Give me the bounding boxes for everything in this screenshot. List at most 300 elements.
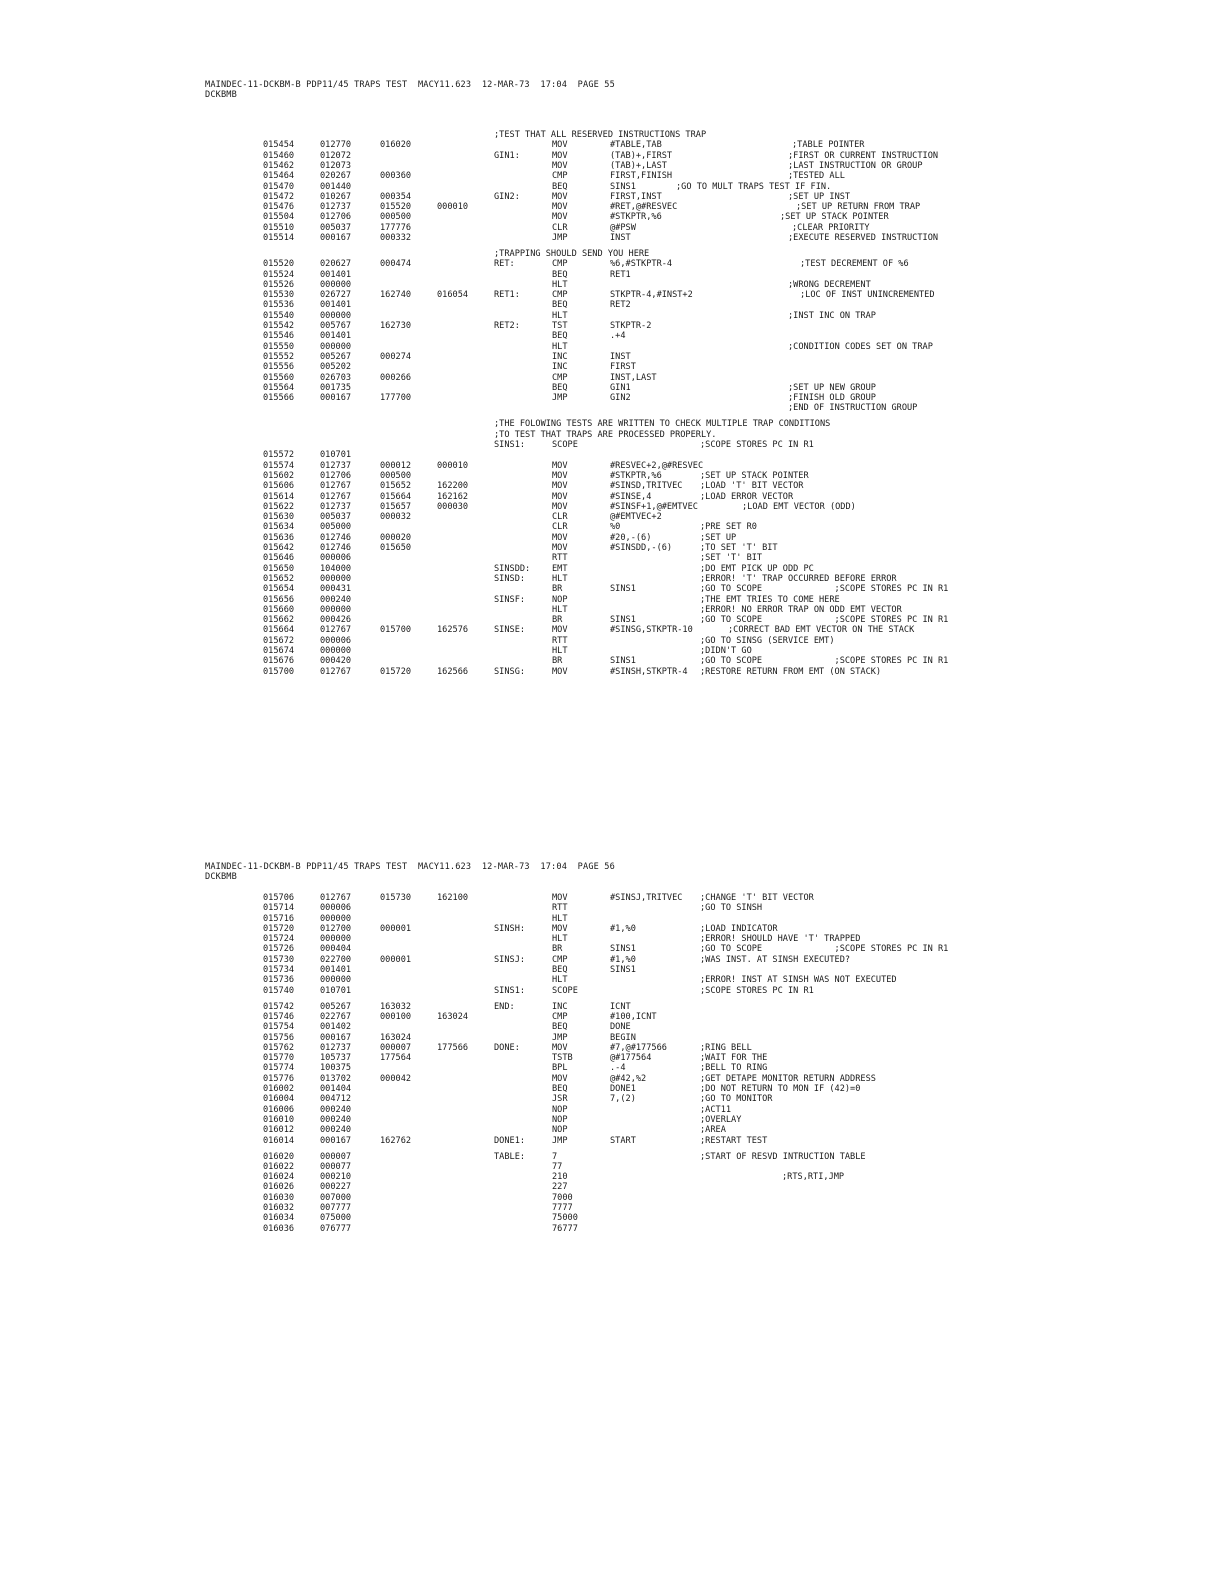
comment-block: ;TEST THAT ALL RESERVED INSTRUCTIONS TRAP (494, 130, 707, 140)
opcode-field: NOP (552, 1125, 568, 1135)
opcode-field: CMP (552, 290, 568, 300)
object-word-1: 001401 (320, 965, 352, 975)
comment-field: ;CHANGE 'T' BIT VECTOR (700, 893, 814, 903)
label-field: SINSE: (494, 625, 526, 635)
comment-field: ;LOAD INDICATOR (700, 924, 778, 934)
object-word-2: 015664 (380, 492, 412, 502)
object-word-1: 012746 (320, 543, 352, 553)
operand-field: SINS1 (610, 944, 636, 954)
comment-field: ;GET DETAPE MONITOR RETURN ADDRESS (700, 1074, 876, 1084)
object-word-2: 000332 (380, 233, 412, 243)
address-field: 015740 (263, 986, 295, 996)
comment-field: ;ERROR! INST AT SINSH WAS NOT EXECUTED (700, 975, 897, 985)
listing-line (0, 1193, 1224, 1203)
listing-line (0, 233, 1224, 243)
operand-field: .+4 (610, 331, 626, 341)
listing-line (0, 1043, 1224, 1053)
operand-field: (TAB)+,LAST (610, 161, 667, 171)
comment-field: ;SET UP RETURN FROM TRAP (796, 202, 921, 212)
address-field: 015564 (263, 383, 295, 393)
address-field: 016010 (263, 1115, 295, 1125)
object-word-2: 015700 (380, 625, 412, 635)
object-word-1: 020627 (320, 259, 352, 269)
object-word-1: 000240 (320, 1125, 352, 1135)
listing-line (0, 934, 1224, 944)
opcode-field: JSR (552, 1094, 568, 1104)
address-field: 015520 (263, 259, 295, 269)
listing-line (0, 481, 1224, 491)
address-field: 016012 (263, 1125, 295, 1135)
address-field: 015556 (263, 362, 295, 372)
object-word-2: 000500 (380, 212, 412, 222)
operand-field: GIN1 (610, 383, 631, 393)
object-word-1: 012706 (320, 212, 352, 222)
address-field: 015754 (263, 1022, 295, 1032)
address-field: 015642 (263, 543, 295, 553)
address-field: 015540 (263, 311, 295, 321)
address-field: 015546 (263, 331, 295, 341)
object-word-1: 001401 (320, 300, 352, 310)
label-field: RET2: (494, 321, 520, 331)
comment-field: ;FIRST OR CURRENT INSTRUCTION (788, 151, 939, 161)
object-word-3: 162162 (437, 492, 469, 502)
comment-field: ;SET UP STACK POINTER (780, 212, 889, 222)
address-field: 015622 (263, 502, 295, 512)
comment-field: ;SET 'T' BIT (700, 553, 763, 563)
opcode-field: TST (552, 321, 568, 331)
label-field: SINS1: (494, 986, 526, 996)
header-program-id: DCKBMB (205, 90, 237, 100)
operand-field: SINS1 (610, 965, 636, 975)
opcode-field: MOV (552, 471, 568, 481)
comment-field: ;DO NOT RETURN TO MON IF (42)=0 (700, 1084, 861, 1094)
address-field: 015460 (263, 151, 295, 161)
opcode-field: MOV (552, 1074, 568, 1084)
opcode-field: BR (552, 615, 563, 625)
operand-field: #TABLE,TAB (610, 140, 662, 150)
object-word-2: 000360 (380, 171, 412, 181)
comment-field: ;SET UP STACK POINTER (700, 471, 809, 481)
listing-line (0, 564, 1224, 574)
listing-line (0, 502, 1224, 512)
listing-line (0, 182, 1224, 192)
object-word-2: 000266 (380, 373, 412, 383)
comment-field: ;SET UP INST (788, 192, 851, 202)
object-word-2: 000354 (380, 192, 412, 202)
object-word-1: 001404 (320, 1084, 352, 1094)
object-word-1: 012737 (320, 202, 352, 212)
comment-field: ;RING BELL (700, 1043, 752, 1053)
object-word-1: 012767 (320, 481, 352, 491)
operand-field: #SINSDD,-(6) (610, 543, 673, 553)
object-word-3: 000030 (437, 502, 469, 512)
comment-field: ;OVERLAY (700, 1115, 742, 1125)
address-field: 015746 (263, 1012, 295, 1022)
operand-field: #RET,@#RESVEC (610, 202, 678, 212)
opcode-field: BEQ (552, 383, 568, 393)
object-word-2: 000001 (380, 955, 412, 965)
comment-field: ;THE EMT TRIES TO COME HERE (700, 595, 840, 605)
operand-field: (TAB)+,FIRST (610, 151, 673, 161)
address-field: 015730 (263, 955, 295, 965)
listing-line (0, 290, 1224, 300)
operand-field: #100,ICNT (610, 1012, 657, 1022)
opcode-field: CMP (552, 1012, 568, 1022)
object-word-1: 000006 (320, 903, 352, 913)
listing-line (0, 1022, 1224, 1032)
operand-field: INST (610, 233, 631, 243)
operand-field: .-4 (610, 1063, 626, 1073)
opcode-field: 77 (552, 1162, 563, 1172)
address-field: 015756 (263, 1033, 295, 1043)
address-field: 015762 (263, 1043, 295, 1053)
operand-field: #SINSH,STKPTR-4 (610, 667, 688, 677)
address-field: 015700 (263, 667, 295, 677)
operand-field: INST (610, 352, 631, 362)
comment-field: ;WRONG DECREMENT (788, 280, 871, 290)
operand-field: SINS1 (610, 584, 636, 594)
object-word-1: 026727 (320, 290, 352, 300)
operand-field: DONE1 (610, 1084, 636, 1094)
opcode-field: BPL (552, 1063, 568, 1073)
opcode-field: HLT (552, 914, 568, 924)
label-field: GIN1: (494, 151, 520, 161)
opcode-field: INC (552, 352, 568, 362)
object-word-1: 026703 (320, 373, 352, 383)
opcode-field: BEQ (552, 965, 568, 975)
opcode-field: MOV (552, 492, 568, 502)
listing-line (0, 924, 1224, 934)
operand-field: @#177564 (610, 1053, 652, 1063)
object-word-1: 005000 (320, 522, 352, 532)
address-field: 015724 (263, 934, 295, 944)
operand-field: SINS1 (610, 615, 636, 625)
object-word-1: 000000 (320, 646, 352, 656)
object-word-2: 162762 (380, 1136, 412, 1146)
listing-line (0, 331, 1224, 341)
address-field: 015542 (263, 321, 295, 331)
address-field: 015566 (263, 393, 295, 403)
opcode-field: BEQ (552, 1084, 568, 1094)
operand-field: STKPTR-4,#INST+2 (610, 290, 693, 300)
comment-field: ;GO TO SCOPE ;SCOPE STORES PC IN R1 (700, 944, 949, 954)
operand-field: #SINSF+1,@#EMTVEC (610, 502, 698, 512)
object-word-1: 012767 (320, 893, 352, 903)
listing-line (0, 419, 1224, 429)
operand-field: @#42,%2 (610, 1074, 647, 1084)
listing-line (0, 955, 1224, 965)
comment-field: ;LAST INSTRUCTION OR GROUP (788, 161, 923, 171)
comment-field: ;RESTART TEST (700, 1136, 768, 1146)
listing-line (0, 140, 1224, 150)
object-word-1: 010701 (320, 986, 352, 996)
comment-block: ;TRAPPING SHOULD SEND YOU HERE (494, 249, 650, 259)
operand-field: SINS1 (610, 656, 636, 666)
listing-line (0, 352, 1224, 362)
object-word-1: 012700 (320, 924, 352, 934)
operand-field: #SINSG,STKPTR-10 (610, 625, 693, 635)
comment-field: ;LOAD 'T' BIT VECTOR (700, 481, 804, 491)
object-word-3: 162576 (437, 625, 469, 635)
opcode-field: BEQ (552, 182, 568, 192)
opcode-field: 76777 (552, 1224, 578, 1234)
listing-line (0, 543, 1224, 553)
opcode-field: HLT (552, 934, 568, 944)
listing-line (0, 192, 1224, 202)
object-word-1: 001440 (320, 182, 352, 192)
object-word-1: 000240 (320, 1105, 352, 1115)
opcode-field: INC (552, 362, 568, 372)
address-field: 016032 (263, 1203, 295, 1213)
address-field: 016020 (263, 1152, 295, 1162)
object-word-1: 000240 (320, 1115, 352, 1125)
address-field: 015472 (263, 192, 295, 202)
address-field: 016002 (263, 1084, 295, 1094)
object-word-1: 013702 (320, 1074, 352, 1084)
address-field: 015660 (263, 605, 295, 615)
listing-line (0, 202, 1224, 212)
label-field: TABLE: (494, 1152, 526, 1162)
object-word-1: 000000 (320, 605, 352, 615)
address-field: 015526 (263, 280, 295, 290)
address-field: 016024 (263, 1172, 295, 1182)
object-word-1: 020267 (320, 171, 352, 181)
address-field: 016026 (263, 1182, 295, 1192)
object-word-2: 016020 (380, 140, 412, 150)
listing-line (0, 1172, 1224, 1182)
address-field: 015676 (263, 656, 295, 666)
listing-line (0, 280, 1224, 290)
opcode-field: CMP (552, 171, 568, 181)
operand-field: FIRST,INST (610, 192, 662, 202)
opcode-field: JMP (552, 393, 568, 403)
comment-field: ;CORRECT BAD EMT VECTOR ON THE STACK (728, 625, 915, 635)
comment-field: ;GO TO SINSH (700, 903, 763, 913)
object-word-3: 016054 (437, 290, 469, 300)
listing-line (0, 362, 1224, 372)
opcode-field: CLR (552, 223, 568, 233)
address-field: 016036 (263, 1224, 295, 1234)
listing-line (0, 522, 1224, 532)
listing-line (0, 471, 1224, 481)
object-word-1: 005037 (320, 223, 352, 233)
object-word-2: 000042 (380, 1074, 412, 1084)
operand-field: START (610, 1136, 636, 1146)
address-field: 015550 (263, 342, 295, 352)
object-word-3: 163024 (437, 1012, 469, 1022)
opcode-field: CLR (552, 522, 568, 532)
object-word-1: 000404 (320, 944, 352, 954)
label-field: SINSG: (494, 667, 526, 677)
object-word-1: 000007 (320, 1152, 352, 1162)
opcode-field: MOV (552, 1043, 568, 1053)
object-word-2: 000020 (380, 533, 412, 543)
object-word-1: 000077 (320, 1162, 352, 1172)
opcode-field: MOV (552, 192, 568, 202)
listing-line (0, 171, 1224, 181)
operand-field: %0 (610, 522, 621, 532)
comment-field: ;LOAD ERROR VECTOR (700, 492, 794, 502)
opcode-field: RTT (552, 636, 568, 646)
page-header (205, 80, 615, 100)
object-word-1: 012746 (320, 533, 352, 543)
label-field: DONE1: (494, 1136, 526, 1146)
object-word-1: 005037 (320, 512, 352, 522)
listing-line (0, 944, 1224, 954)
listing-line (0, 595, 1224, 605)
object-word-2: 015652 (380, 481, 412, 491)
listing-line (0, 636, 1224, 646)
address-field: 015630 (263, 512, 295, 522)
listing-line (0, 584, 1224, 594)
object-word-1: 007000 (320, 1193, 352, 1203)
address-field: 015654 (263, 584, 295, 594)
listing-line (0, 512, 1224, 522)
comment-field: ;SCOPE STORES PC IN R1 (700, 440, 814, 450)
operand-field: BEGIN (610, 1033, 636, 1043)
object-word-1: 022700 (320, 955, 352, 965)
comment-field: ;LOC OF INST UNINCREMENTED (800, 290, 935, 300)
address-field: 015462 (263, 161, 295, 171)
address-field: 015770 (263, 1053, 295, 1063)
opcode-field: 210 (552, 1172, 568, 1182)
label-field: SINSD: (494, 574, 526, 584)
address-field: 015674 (263, 646, 295, 656)
opcode-field: BEQ (552, 1022, 568, 1032)
comment-field: ;TABLE POINTER (792, 140, 865, 150)
listing-line (0, 1094, 1224, 1104)
address-field: 015634 (263, 522, 295, 532)
object-word-2: 000100 (380, 1012, 412, 1022)
listing-line (0, 161, 1224, 171)
comment-block: ;THE FOLOWING TESTS ARE WRITTEN TO CHECK MULTIPLE TRAP CONDITIONS (494, 419, 831, 429)
operand-field: #7,@#177566 (610, 1043, 667, 1053)
listing-line (0, 1203, 1224, 1213)
operand-field: FIRST (610, 362, 636, 372)
address-field: 015504 (263, 212, 295, 222)
opcode-field: NOP (552, 1115, 568, 1125)
address-field: 015656 (263, 595, 295, 605)
header-title: MAINDEC-11-DCKBM-B PDP11/45 TRAPS TEST MACY11.623 12-MAR-73 17:04 PAGE 56 (205, 862, 615, 872)
object-word-1: 000000 (320, 311, 352, 321)
object-word-1: 000240 (320, 595, 352, 605)
opcode-field: CMP (552, 259, 568, 269)
address-field: 015650 (263, 564, 295, 574)
comment-field: ;GO TO MULT TRAPS TEST IF FIN. (676, 182, 832, 192)
object-word-1: 000167 (320, 1033, 352, 1043)
object-word-1: 000420 (320, 656, 352, 666)
object-word-1: 010701 (320, 450, 352, 460)
object-word-1: 000431 (320, 584, 352, 594)
opcode-field: MOV (552, 140, 568, 150)
comment-field: ;TESTED ALL (788, 171, 845, 181)
operand-field: 7,(2) (610, 1094, 636, 1104)
operand-field: #STKPTR,%6 (610, 471, 662, 481)
object-word-1: 012737 (320, 1043, 352, 1053)
listing-line (0, 893, 1224, 903)
operand-field: #STKPTR,%6 (610, 212, 662, 222)
opcode-field: NOP (552, 1105, 568, 1115)
address-field: 015476 (263, 202, 295, 212)
listing-line (0, 574, 1224, 584)
label-field: SINSH: (494, 924, 526, 934)
comment-field: ;CLEAR PRIORITY (792, 223, 870, 233)
object-word-1: 001402 (320, 1022, 352, 1032)
comment-field: ;ERROR! NO ERROR TRAP ON ODD EMT VECTOR (700, 605, 902, 615)
opcode-field: TSTB (552, 1053, 573, 1063)
listing-line (0, 553, 1224, 563)
label-field: GIN2: (494, 192, 520, 202)
operand-field: #RESVEC+2,@#RESVEC (610, 461, 704, 471)
address-field: 015574 (263, 461, 295, 471)
address-field: 016006 (263, 1105, 295, 1115)
operand-field: #SINSD,TRITVEC (610, 481, 683, 491)
address-field: 015454 (263, 140, 295, 150)
listing-line (0, 1063, 1224, 1073)
address-field: 015470 (263, 182, 295, 192)
listing-line (0, 625, 1224, 635)
address-field: 015664 (263, 625, 295, 635)
operand-field: %6,#STKPTR-4 (610, 259, 673, 269)
address-field: 015714 (263, 903, 295, 913)
object-word-1: 000227 (320, 1182, 352, 1192)
comment-field: ;BELL TO RING (700, 1063, 768, 1073)
listing-line (0, 1182, 1224, 1192)
listing-line (0, 1152, 1224, 1162)
operand-field: INST,LAST (610, 373, 657, 383)
object-word-1: 010267 (320, 192, 352, 202)
listing-line (0, 1162, 1224, 1172)
listing-line (0, 321, 1224, 331)
object-word-1: 000210 (320, 1172, 352, 1182)
object-word-1: 076777 (320, 1224, 352, 1234)
opcode-field: MOV (552, 625, 568, 635)
object-word-1: 105737 (320, 1053, 352, 1063)
object-word-1: 001735 (320, 383, 352, 393)
address-field: 015510 (263, 223, 295, 233)
listing-line (0, 986, 1224, 996)
opcode-field: RTT (552, 903, 568, 913)
listing-line (0, 259, 1224, 269)
listing-line (0, 440, 1224, 450)
operand-field: SINS1 (610, 182, 636, 192)
label-field: SINS1: (494, 440, 526, 450)
object-word-1: 104000 (320, 564, 352, 574)
address-field: 015662 (263, 615, 295, 625)
object-word-1: 007777 (320, 1203, 352, 1213)
object-word-2: 000012 (380, 461, 412, 471)
comment-field: ;INST INC ON TRAP (788, 311, 876, 321)
opcode-field: BEQ (552, 270, 568, 280)
listing-line (0, 903, 1224, 913)
listing-line (0, 450, 1224, 460)
opcode-field: CMP (552, 955, 568, 965)
object-word-1: 000167 (320, 393, 352, 403)
opcode-field: 7 (552, 1152, 558, 1162)
address-field: 015602 (263, 471, 295, 481)
opcode-field: 75000 (552, 1213, 578, 1223)
operand-field: #SINSE,4 (610, 492, 652, 502)
comment-field: ;GO TO SCOPE ;SCOPE STORES PC IN R1 (700, 584, 949, 594)
comment-field: ;PRE SET R0 (700, 522, 757, 532)
header-title: MAINDEC-11-DCKBM-B PDP11/45 TRAPS TEST MACY11.623 12-MAR-73 17:04 PAGE 55 (205, 80, 615, 90)
opcode-field: BEQ (552, 331, 568, 341)
operand-field: #1,%0 (610, 955, 636, 965)
comment-field: ;AREA (700, 1125, 726, 1135)
object-word-2: 000274 (380, 352, 412, 362)
address-field: 015572 (263, 450, 295, 460)
opcode-field: BR (552, 944, 563, 954)
